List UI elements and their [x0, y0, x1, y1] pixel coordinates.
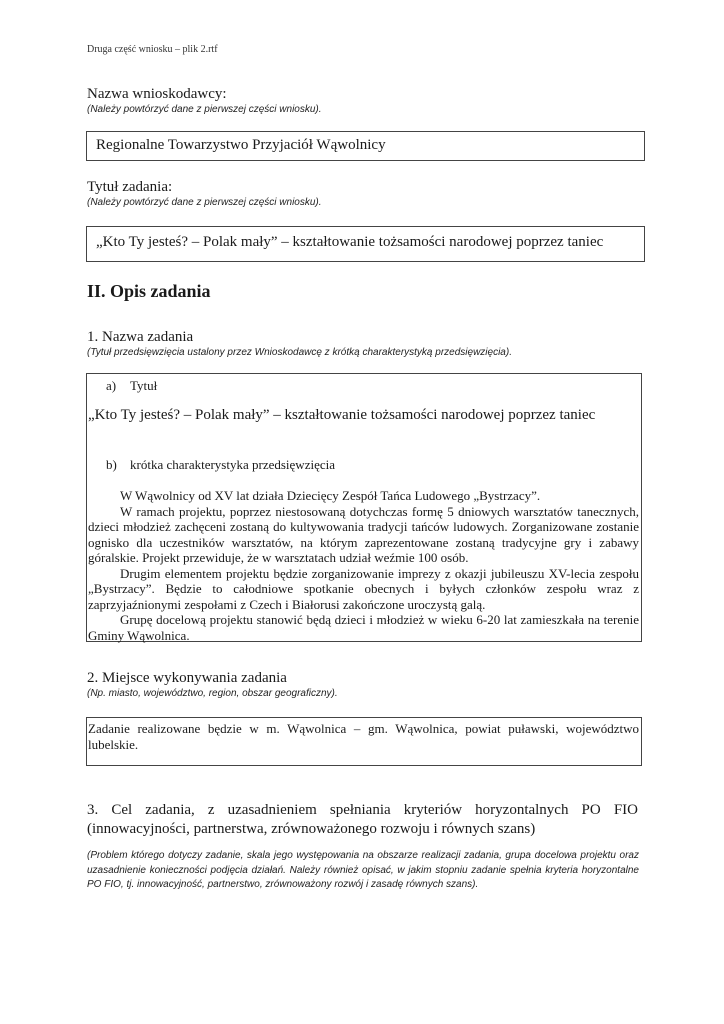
- document-header: Druga część wniosku – plik 2.rtf: [87, 44, 218, 55]
- s1-paragraph-4: Grupę docelową projektu stanowić będą dzieci i młodzież w wieku 6-20 lat zamieszkała na terenie Gminy Wąwolnica.: [88, 612, 639, 643]
- s2-label: 2. Miejsce wykonywania zadania: [87, 670, 287, 686]
- s1-box: [86, 373, 642, 642]
- task-title-box: [86, 226, 645, 262]
- s1-paragraph-3: Drugim elementem projektu będzie zorganizowanie imprezy z okazji jubileuszu XV-lecia zespołu „Bystrzacy”. Będzie to całodniowe spotkanie obecnych i byłych członków zespołu wraz z zaprzyjaźnionymi zespołami z Czech i Białorusi zakończone uroczystą galą.: [88, 565, 639, 612]
- applicant-hint: (Należy powtórzyć dane z pierwszej części wniosku).: [87, 104, 322, 115]
- s1-paragraph-2: W ramach projektu, poprzez niestosowaną dotychczas formę 5 dniowych warsztatów tanecznych, dzieci młodzież zachęceni zostaną do kultywowania tradycji tańców ludowych. Zorganizowane zostanie ognisko dla uczestników warsztatów, na którym zaprezentowane zostaną tradycyjne gry i zabawy góralskie. Projekt przewiduje, że w warsztatach udział weźmie 100 osób.: [88, 503, 639, 565]
- s1-b-marker: b): [106, 457, 117, 472]
- task-title-label: Tytuł zadania:: [87, 179, 173, 195]
- s3-label: 3. Cel zadania, z uzasadnieniem spełniania kryteriów horyzontalnych PO FIO (innowacyjności, partnerstwa, zrównoważonego rozwoju i równych szans): [87, 802, 638, 837]
- applicant-box: [86, 131, 645, 161]
- s1-a-value: „Kto Ty jesteś? – Polak mały” – kształtowanie tożsamości narodowej poprzez taniec: [88, 407, 596, 423]
- s2-value: Zadanie realizowane będzie w m. Wąwolnica – gm. Wąwolnica, powiat puławski, województwo lubelskie.: [88, 721, 639, 752]
- s3-hint: (Problem którego dotyczy zadanie, skala jego występowania na obszarze realizacji zadania, grupa docelowa projektu oraz uzasadnienie konieczności podjęcia działań. Należy również opisać, w jakim stopniu zadanie spełnia kryteria horyzontalne PO FIO, tj. innowacyjność, partnerstwo, zrównoważony rozwój i zasadę równych szans).: [87, 850, 639, 890]
- s2-box: [86, 717, 642, 766]
- s1-a-marker: a): [106, 378, 117, 393]
- s1-hint: (Tytuł przedsięwzięcia ustalony przez Wnioskodawcę z krótką charakterystyką przedsięwzięcia).: [87, 347, 512, 358]
- applicant-value: Regionalne Towarzystwo Przyjaciół Wąwolnicy: [96, 137, 386, 153]
- s1-paragraph-1: W Wąwolnicy od XV lat działa Dziecięcy Zespół Tańca Ludowego „Bystrzacy”.: [120, 488, 541, 503]
- s2-hint: (Np. miasto, województwo, region, obszar geograficzny).: [87, 688, 338, 699]
- applicant-label: Nazwa wnioskodawcy:: [87, 86, 227, 102]
- s1-a-label: Tytuł: [130, 378, 158, 393]
- s1-b-label: krótka charakterystyka przedsięwzięcia: [130, 457, 336, 472]
- section-heading: II. Opis zadania: [87, 281, 211, 301]
- task-title-hint: (Należy powtórzyć dane z pierwszej części wniosku).: [87, 197, 322, 208]
- s1-label: 1. Nazwa zadania: [87, 329, 194, 345]
- task-title-value: „Kto Ty jesteś? – Polak mały” – kształtowanie tożsamości narodowej poprzez taniec: [96, 234, 604, 250]
